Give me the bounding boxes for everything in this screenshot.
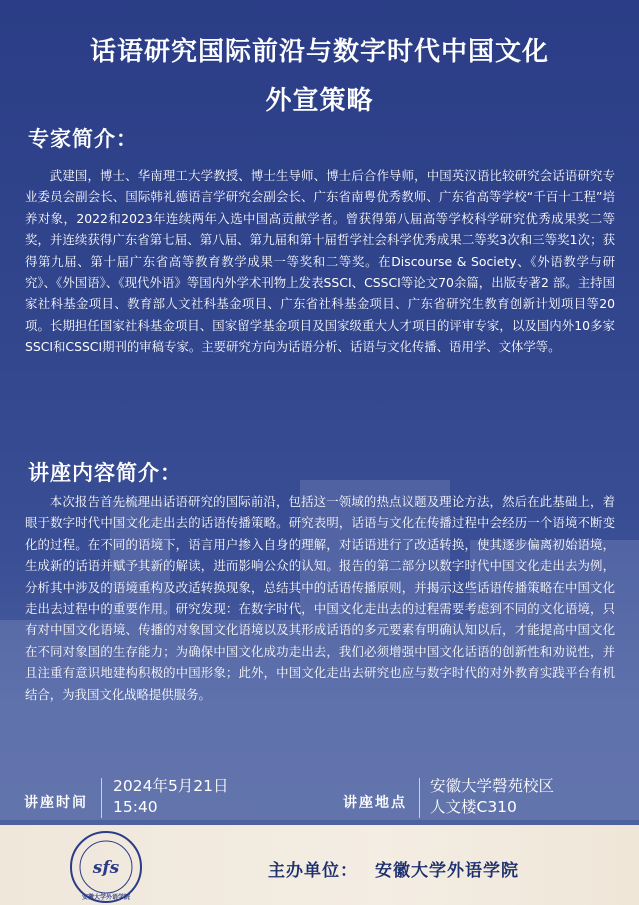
place-label: 讲座地点 — [343, 795, 407, 811]
lecture-heading: 讲座内容简介： — [28, 461, 182, 485]
poster-title-line-2: 外宣策略 — [265, 86, 374, 116]
time-divider — [101, 778, 102, 818]
host-label: 主办单位： — [268, 861, 358, 881]
seal-name: 安徽大学外语学院 — [81, 894, 131, 901]
time-date: 2024年5月21日 — [113, 777, 229, 795]
place-divider — [419, 778, 420, 818]
footer-bar — [0, 825, 639, 905]
school-seal-icon — [68, 829, 144, 905]
expert-heading: 专家简介： — [28, 127, 138, 151]
time-clock: 15:40 — [113, 798, 158, 816]
place-line-2: 人文楼C310 — [430, 798, 517, 816]
poster-title-line-1: 话语研究国际前沿与数字时代中国文化 — [89, 37, 549, 67]
lecture-info-row — [0, 772, 639, 822]
expert-bio: 武建国，博士、华南理工大学教授、博士生导师、博士后合作导师，中国英汉语比较研究会话语研究专业委员会副会长、国际韩礼德语言学研究会副会长、广东省南粤优秀教师、广东省高等学校“千百十工程”培养对象，2022和2023年连续两年入选中国高贡献学者。曾获得第八届高等学校科学研究优秀成果奖二等奖，并连续获得广东省第七届、第八届、第九届和第十届哲学社会科学优秀成果二等奖3次和三等奖1次；获得第九届、第十届广东省高等教育教学成果一等奖和二等奖。在Discourse & Society、《外语教学与研究》、《外国语》、《现代外语》等国内外学术刊物上发表SSCI、CSSCI等论文70余篇，出版专著2 部。主持国家社科基金项目、教育部人文社科基金项目、广东省社科基金项目、广东省研究生教育创新计划项目等20项。长期担任国家社科基金项目、国家留学基金项目及国家级重大人才项目的评审专家，以及国内外10多家SSCI和CSSCI期刊的审稿专家。主要研究方向为话语分析、话语与文化传播、语用学、文体学等。 — [25, 168, 615, 355]
time-label: 讲座时间 — [24, 795, 88, 811]
seal-initials: sfs — [92, 858, 120, 878]
place-line-1: 安徽大学磬苑校区 — [430, 777, 555, 795]
lecture-summary: 本次报告首先梳理出话语研究的国际前沿，包括这一领域的热点议题及理论方法，然后在此基础上，着眼于数字时代中国文化走出去的话语传播策略。研究表明，话语与文化在传播过程中会经历一个语境不断变化的过程。在不同的语境下，语言用户掺入自身的理解，对话语进行了改适转换，使其逐步偏离初始语境，生成新的话语并赋予其新的解读，进而影响公众的认知。报告的第二部分以数字时代中国文化走出去为例，分析其中涉及的语境重构及改适转换现象，总结其中的话语传播原则，并揭示这些话语传播策略在中国文化走出去过程中的重要作用。研究发现：在数字时代，中国文化走出去的过程需要考虑到不同的文化语境，只有对中国文化语境、传播的对象国文化语境以及其形成话语的多元要素有明确认知以后，才能提高中国文化在不同对象国的生存能力；为确保中国文化成功走出去，我们必须增强中国文化话语的创新性和劝说性，并且注重有意识地建构积极的中国形象；此外，中国文化走出去研究也应与数字时代的对外教育实践平台有机结合，为我国文化战略提供服务。 — [25, 494, 615, 702]
host-value: 安徽大学外语学院 — [375, 861, 519, 881]
